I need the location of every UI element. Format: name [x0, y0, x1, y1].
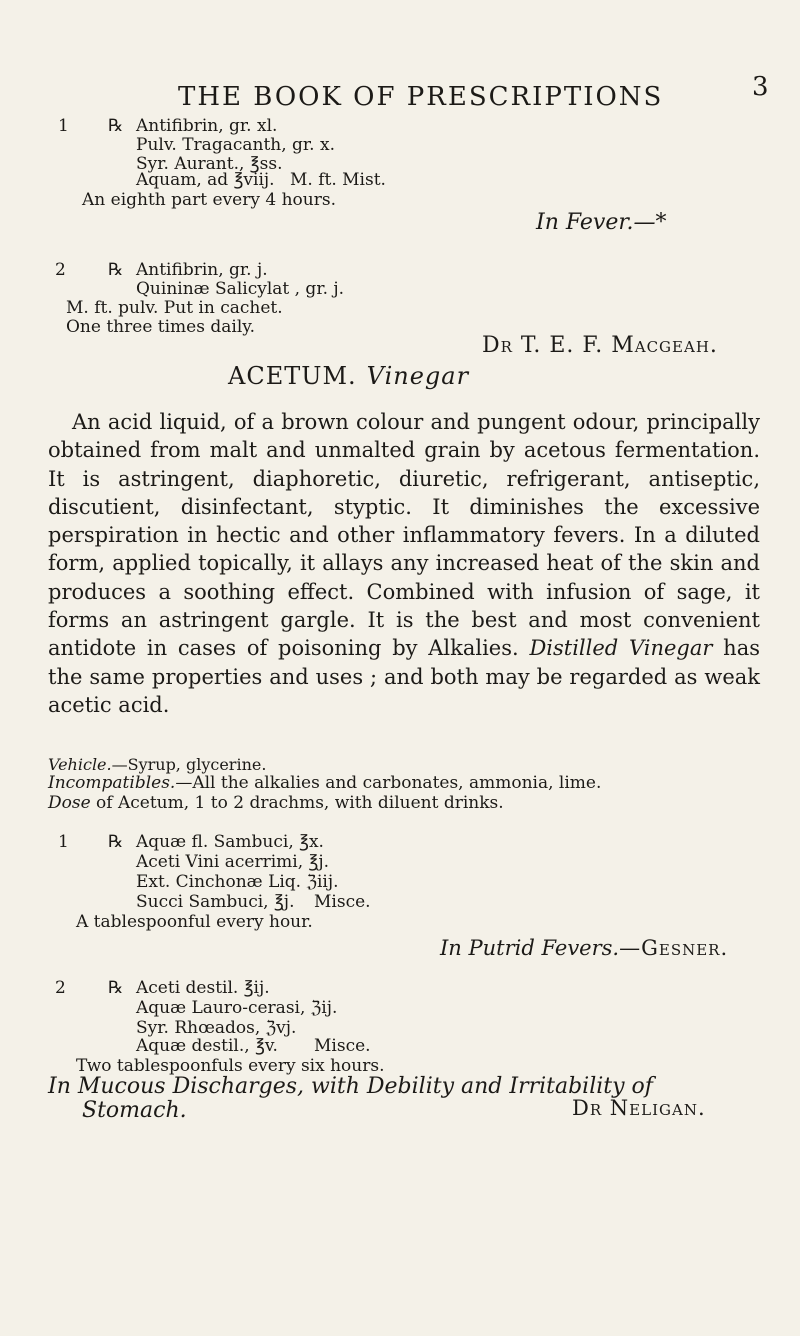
prescription-attribution: In Fever.—*: [536, 210, 667, 235]
ingredient-line: Ext. Cinchonæ Liq. ℨiij.: [136, 872, 339, 892]
ingredient-line: Pulv. Tragacanth, gr. x.: [136, 135, 335, 155]
vehicle-note: [48, 756, 768, 774]
recipe-symbol: ℞: [108, 978, 124, 998]
ingredient-line: Aquæ fl. Sambuci, ℥x.: [136, 832, 324, 852]
note-label: Vehicle.: [48, 755, 112, 774]
dose-note: [48, 794, 768, 812]
attribution-condition: In Mucous Discharges, with Debility and Irritability of: [48, 1074, 653, 1099]
attribution-condition: Stomach.: [82, 1098, 187, 1123]
ingredient-line: Aquæ Lauro-cerasi, ℨij.: [136, 998, 338, 1018]
paragraph-text: has the same properties and uses ; and both may be regarded as weak acetic acid.: [48, 636, 760, 717]
page-number: 3: [752, 72, 769, 102]
ingredient-line: Succi Sambuci, ℥j.: [136, 892, 295, 912]
running-title: THE BOOK OF PRESCRIPTIONS: [178, 82, 664, 112]
mix-instruction: Misce.: [314, 1036, 371, 1056]
ingredient-line: Antifibrin, gr. xl.: [136, 116, 278, 136]
dosage-direction: M. ft. pulv. Put in cachet.: [66, 298, 283, 318]
attribution-condition: In Putrid Fevers.: [440, 936, 620, 960]
prescription-attribution: [440, 936, 728, 960]
prescription-number: 1: [58, 832, 69, 852]
section-subtitle: Vinegar: [366, 362, 470, 390]
note-text: —Syrup, glycerine.: [111, 755, 267, 774]
note-text: of Acetum, 1 to 2 drachms, with diluent drinks.: [90, 793, 504, 813]
note-text: —All the alkalies and carbonates, ammonia, lime.: [175, 773, 602, 793]
ingredient-line: Aceti Vini acerrimi, ℥j.: [136, 852, 330, 872]
ingredient-line: Syr. Rhœados, ℨvj.: [136, 1018, 297, 1038]
paragraph-text: An acid liquid, of a brown colour and pungent odour, principally obtained from malt and unmalted grain by acetous fermentation. It is astringent, diaphoretic, diuretic, refrigerant, antiseptic, discutient, disinfectant, styptic. It diminishes the excessive perspiration in hectic and other inflammatory fevers. In a diluted form, applied topically, it allays any increased heat of the skin and produces a soothing effect. Combined with infusion of sage, it forms an astringent gargle. It is the best and most convenient antidote in cases of poisoning by Alkalies.: [48, 410, 760, 661]
prescription-number: 2: [55, 978, 66, 998]
ingredient-line: Antifibrin, gr. j.: [136, 260, 268, 280]
note-label: Dose: [48, 793, 91, 813]
dosage-direction: One three times daily.: [66, 317, 256, 337]
ingredient-line: Aceti destil. ℥ij.: [136, 978, 270, 998]
mix-instruction: M. ft. Mist.: [290, 170, 386, 190]
dosage-direction: An eighth part every 4 hours.: [82, 190, 336, 210]
prescription-attribution: Dr T. E. F. Macgeah.: [482, 333, 718, 358]
section-title: ACETUM.: [228, 362, 357, 390]
section-heading: [228, 362, 469, 390]
attribution-author: —Gesner.: [619, 936, 729, 960]
dosage-direction: A tablespoonful every hour.: [76, 912, 313, 932]
ingredient-line: Aquæ destil., ℥v.: [136, 1036, 278, 1056]
incompatibles-note: [48, 774, 768, 792]
description-paragraph: [48, 408, 760, 719]
recipe-symbol: ℞: [108, 260, 124, 280]
ingredient-line: Syr. Aurant., ℥ss.: [136, 154, 283, 174]
prescription-number: 1: [58, 116, 69, 136]
dosage-direction: Two tablespoonfuls every six hours.: [76, 1056, 385, 1076]
prescription-number: 2: [55, 260, 66, 280]
ingredient-line: Quininæ Salicylat , gr. j.: [136, 279, 345, 299]
ingredient-line: Aquam, ad ℥viij.: [136, 170, 275, 190]
emphasized-term: Distilled Vinegar: [529, 636, 713, 661]
note-label: Incompatibles.: [48, 773, 176, 793]
attribution-author: Dr Neligan.: [572, 1096, 706, 1120]
recipe-symbol: ℞: [108, 116, 124, 136]
recipe-symbol: ℞: [108, 832, 124, 852]
mix-instruction: Misce.: [314, 892, 371, 912]
